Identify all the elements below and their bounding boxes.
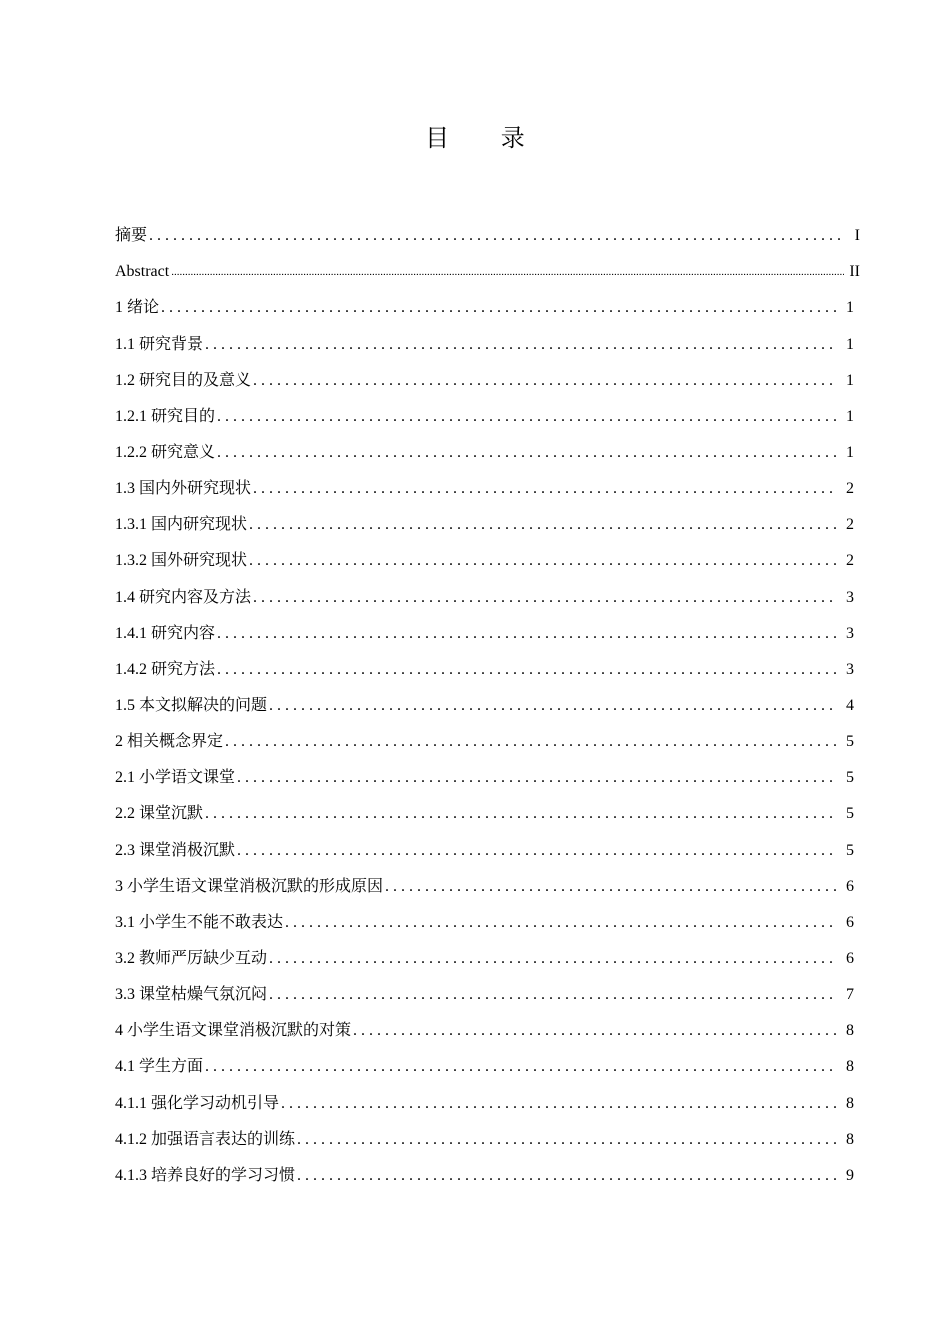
toc-entry-label: 2.1 小学语文课堂 xyxy=(115,769,236,787)
toc-entry-label: 4.1.1 强化学习动机引导 xyxy=(115,1094,280,1112)
toc-entry-label: 3.1 小学生不能不敢表达 xyxy=(115,913,284,931)
dot-leader xyxy=(281,1094,838,1114)
toc-entry-label: 1.4 研究内容及方法 xyxy=(115,588,252,606)
toc-entry-page: 4 xyxy=(846,696,854,714)
toc-entry-label: 4.1.3 培养良好的学习习惯 xyxy=(115,1166,296,1184)
toc-entry-label: 1.2.2 研究意义 xyxy=(115,443,216,461)
toc-entry[interactable] xyxy=(115,1005,860,1041)
toc-entry-page: 2 xyxy=(846,480,854,498)
toc-entry-label: 2.2 课堂沉默 xyxy=(115,805,204,823)
toc-entry-page: 8 xyxy=(846,1022,854,1040)
toc-entry-label: 2 相关概念界定 xyxy=(115,733,224,751)
dot-leader xyxy=(249,551,838,571)
toc-entry[interactable] xyxy=(115,535,860,571)
dot-leader xyxy=(237,768,838,788)
toc-entry-page: 2 xyxy=(846,552,854,570)
toc-entry-page: 6 xyxy=(846,877,854,895)
toc-entry-label: 1.3.1 国内研究现状 xyxy=(115,516,248,534)
dot-leader xyxy=(237,841,838,861)
toc-entry-label: 3 小学生语文课堂消极沉默的形成原因 xyxy=(115,877,384,895)
toc-entry[interactable] xyxy=(115,318,860,354)
toc-entry-page: 2 xyxy=(846,516,854,534)
toc-entry-label: 2.3 课堂消极沉默 xyxy=(115,841,236,859)
toc-entry-page: 3 xyxy=(846,588,854,606)
toc-entry-page: 1 xyxy=(846,299,854,317)
toc-entry-page: 5 xyxy=(846,733,854,751)
toc-entry[interactable] xyxy=(115,391,860,427)
toc-entry-page: 8 xyxy=(846,1094,854,1112)
dot-leader xyxy=(297,1130,838,1150)
toc-entry[interactable] xyxy=(115,861,860,897)
dot-leader xyxy=(205,804,838,824)
toc-entry[interactable] xyxy=(115,824,860,860)
toc-entry-label: 1 绪论 xyxy=(115,299,160,317)
toc-entry-page: 5 xyxy=(846,841,854,859)
table-of-contents xyxy=(115,210,860,1186)
toc-entry-page: 9 xyxy=(846,1166,854,1184)
toc-entry-label: 1.1 研究背景 xyxy=(115,335,204,353)
toc-entry[interactable] xyxy=(115,246,860,282)
toc-entry[interactable] xyxy=(115,1077,860,1113)
dot-leader xyxy=(171,262,844,282)
dot-leader xyxy=(205,335,838,355)
toc-entry[interactable] xyxy=(115,571,860,607)
toc-entry-page: 8 xyxy=(846,1130,854,1148)
dot-leader xyxy=(217,443,838,463)
toc-entry-label: 4.1 学生方面 xyxy=(115,1058,204,1076)
toc-entry[interactable] xyxy=(115,608,860,644)
toc-entry-label: 4.1.2 加强语言表达的训练 xyxy=(115,1130,296,1148)
dot-leader xyxy=(269,985,838,1005)
toc-entry-page: II xyxy=(849,263,860,281)
dot-leader xyxy=(225,732,838,752)
dot-leader xyxy=(269,696,838,716)
dot-leader xyxy=(217,624,838,644)
dot-leader xyxy=(249,515,838,535)
toc-entry-page: 8 xyxy=(846,1058,854,1076)
toc-entry-page: 1 xyxy=(846,407,854,425)
toc-entry[interactable] xyxy=(115,644,860,680)
toc-entry-page: 6 xyxy=(846,949,854,967)
toc-entry[interactable] xyxy=(115,680,860,716)
page-title: 目 录 xyxy=(425,124,547,152)
toc-entry-label: 1.3 国内外研究现状 xyxy=(115,480,252,498)
toc-entry[interactable] xyxy=(115,1114,860,1150)
toc-entry-page: 3 xyxy=(846,624,854,642)
toc-entry[interactable] xyxy=(115,282,860,318)
dot-leader xyxy=(353,1021,838,1041)
toc-entry-page: 1 xyxy=(846,443,854,461)
dot-leader xyxy=(161,298,838,318)
dot-leader xyxy=(217,407,838,427)
toc-entry-page: 1 xyxy=(846,371,854,389)
toc-entry[interactable] xyxy=(115,788,860,824)
toc-entry-page: 7 xyxy=(846,986,854,1004)
toc-entry-page: 3 xyxy=(846,660,854,678)
dot-leader xyxy=(205,1057,838,1077)
toc-entry[interactable] xyxy=(115,1041,860,1077)
toc-entry-label: Abstract xyxy=(115,263,170,281)
toc-entry[interactable] xyxy=(115,752,860,788)
toc-entry[interactable] xyxy=(115,897,860,933)
toc-entry[interactable] xyxy=(115,499,860,535)
toc-entry[interactable] xyxy=(115,210,860,246)
toc-entry[interactable] xyxy=(115,716,860,752)
toc-entry-label: 3.3 课堂枯燥气氛沉闷 xyxy=(115,986,268,1004)
toc-entry[interactable] xyxy=(115,427,860,463)
dot-leader xyxy=(253,479,838,499)
dot-leader xyxy=(385,877,838,897)
toc-entry-page: 6 xyxy=(846,913,854,931)
dot-leader xyxy=(285,913,838,933)
toc-entry-label: 1.2.1 研究目的 xyxy=(115,407,216,425)
dot-leader xyxy=(269,949,838,969)
toc-entry-page: I xyxy=(854,227,860,245)
toc-entry-label: 1.2 研究目的及意义 xyxy=(115,371,252,389)
toc-entry[interactable] xyxy=(115,969,860,1005)
dot-leader xyxy=(253,371,838,391)
dot-leader xyxy=(253,588,838,608)
toc-entry-label: 4 小学生语文课堂消极沉默的对策 xyxy=(115,1022,352,1040)
toc-entry-page: 5 xyxy=(846,769,854,787)
dot-leader xyxy=(297,1166,838,1186)
toc-entry-label: 摘要 xyxy=(115,227,148,245)
toc-entry-page: 5 xyxy=(846,805,854,823)
toc-entry-label: 1.4.1 研究内容 xyxy=(115,624,216,642)
toc-entry[interactable] xyxy=(115,355,860,391)
dot-leader xyxy=(149,226,844,246)
toc-entry-label: 1.4.2 研究方法 xyxy=(115,660,216,678)
toc-entry-label: 1.3.2 国外研究现状 xyxy=(115,552,248,570)
toc-entry-label: 1.5 本文拟解决的问题 xyxy=(115,696,268,714)
toc-entry-page: 1 xyxy=(846,335,854,353)
dot-leader xyxy=(217,660,838,680)
toc-entry[interactable] xyxy=(115,933,860,969)
toc-entry[interactable] xyxy=(115,1150,860,1186)
toc-entry[interactable] xyxy=(115,463,860,499)
toc-entry-label: 3.2 教师严厉缺少互动 xyxy=(115,949,268,967)
